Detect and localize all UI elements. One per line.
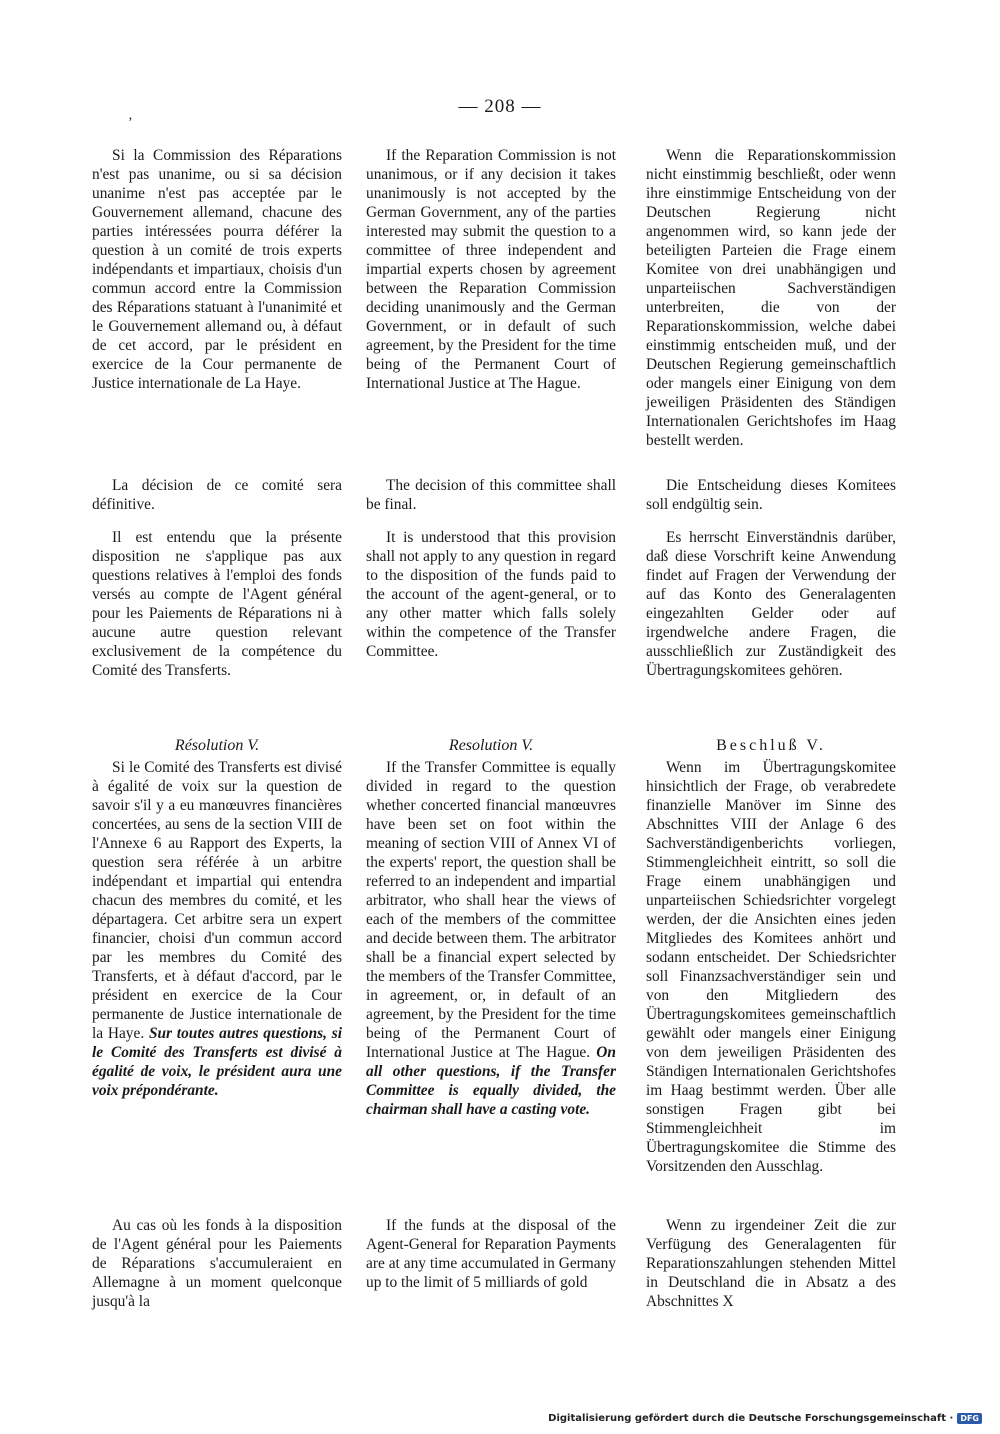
french-col-block2 (92, 476, 342, 680)
german-paragraph-5: Wenn zu irgendeiner Zeit die zur Verfügung des Generalagenten für Reparationszahlungen stehenden Mittel in Deutschland die in Absatz a des Abschnittes X (646, 1217, 896, 1310)
french-paragraph-4-emphasis: Sur toutes autres questions, si le Comité des Transferts est divisé à égalité de voix, le président aura une voix prépondérante. (92, 1025, 342, 1099)
french-paragraph-5: Au cas où les fonds à la disposition de l'Agent général pour les Paiements de Réparations s'accumuleraient en Allemagne à un moment quelconque jusqu'à la (92, 1217, 342, 1310)
english-paragraph-5: If the funds at the disposal of the Agent-General for Reparation Payments are at any time accumulated in Germany up to the limit of 5 milliards of gold (366, 1217, 616, 1291)
page-number: — 208 — (458, 96, 542, 117)
english-paragraph-4-emphasis: On all other questions, if the Transfer Committee is equally divided, the chairman shall have a casting vote. (366, 1044, 616, 1118)
german-resolution-heading: Beschluß V. (716, 737, 826, 754)
stray-mark: ‚ (128, 108, 133, 123)
english-paragraph-2: The decision of this committee shall be final. (366, 477, 616, 513)
english-paragraph-4 (366, 758, 616, 1119)
english-paragraph-1: If the Reparation Commission is not unanimous, or if any decision it takes unanimously is not accepted by the German Government, any of the parties interested may submit the question to a committee of three independent and impartial experts chosen by agreement between the Reparation Commission deciding unanimously and the German Government, or in default of such agreement, by the President for the time being of the Permanent Court of International Justice at The Hague. (366, 147, 616, 392)
german-col-block4 (646, 1216, 896, 1311)
english-resolution-heading: Resolution V. (448, 737, 534, 754)
french-resolution-heading: Résolution V. (174, 737, 260, 754)
french-paragraph-4 (92, 758, 342, 1100)
german-col-block3 (646, 736, 896, 1176)
english-col-block3 (366, 736, 616, 1119)
german-col-block1 (646, 146, 896, 450)
french-col-block3 (92, 736, 342, 1100)
english-paragraph-3: It is understood that this provision shall not apply to any question in regard to the disposition of the funds paid to the account of the agent-general, or to any other matter which falls solely within the competence of the Transfer Committee. (366, 529, 616, 660)
french-paragraph-4-text: Si le Comité des Transferts est divisé à égalité de voix sur la question de savoir s'il y a eu manœuvres financières concertées, au sens de la section VIII de l'Annexe 6 au Rapport des Experts, la question sera référée à un arbitre indépendant et impartial qui entendra chacun des membres du comité, et les départagera. Cet arbitre sera un expert financier, choisi d'un commun accord par les membres du Comité des Transferts, et à défaut d'accord, par le président en exercice de la Cour permanente de Justice internationale de la Haye. (92, 759, 342, 1042)
french-paragraph-2: La décision de ce comité sera définitive. (92, 477, 342, 513)
german-paragraph-1: Wenn die Reparationskommission nicht einstimmig beschließt, oder wenn ihre einstimmige Entscheidung von der Deutschen Regierung nicht angenommen wird, so kann jede der beteiligten Parteien die Frage einem Komitee von drei unabhängigen und unparteiischen Sachverständigen unterbreiten, die von der Reparationskommission, welche dabei einstimmig entscheiden muß, und der Deutschen Regierung gemeinschaftlich oder mangels einer Einigung von dem jeweiligen Präsidenten des Ständigen Internationalen Gerichtshofes im Haag bestellt werden. (646, 147, 896, 449)
french-paragraph-3: Il est entendu que la présente disposition ne s'applique pas aux questions relatives à l'emploi des fonds versés au compte de l'Agent général pour les Paiements de Réparations ni à aucune autre question relevant exclusivement de la compétence du Comité des Transferts. (92, 529, 342, 679)
footer-text: Digitalisierung gefördert durch die Deutsche Forschungsgemeinschaft · (548, 1413, 954, 1424)
french-col-block1 (92, 146, 342, 393)
english-col-block1 (366, 146, 616, 393)
footer (548, 1413, 982, 1424)
german-paragraph-2: Die Entscheidung dieses Komitees soll endgültig sein. (646, 477, 896, 513)
german-paragraph-3: Es herrscht Einverständnis darüber, daß diese Vorschrift keine Anwendung findet auf Fragen der Verwendung der auf das Konto des Generalagenten eingezahlten Gelder oder auf irgendwelche andere Fragen, die ausschließlich zur Zuständigkeit des Übertragungskomitees gehören. (646, 529, 896, 679)
french-col-block4 (92, 1216, 342, 1311)
german-col-block2 (646, 476, 896, 680)
english-col-block4 (366, 1216, 616, 1292)
dfg-logo: DFG (957, 1413, 982, 1424)
english-paragraph-4-text: If the Transfer Committee is equally divided in regard to the question whether concerted financial manœuvres have been set on foot within the meaning of section VIII of Annex VI of the experts' report, the question shall be referred to an independent and impartial arbitrator, who shall hear the views of each of the members of the committee and decide between them. The arbitrator shall be a financial expert selected by the members of the Transfer Committee, in agreement, or, in default of an agreement, by the President for the time being of the Permanent Court of International Justice at The Hague. (366, 759, 616, 1061)
french-paragraph-1: Si la Commission des Réparations n'est pas unanime, ou si sa décision unanime n'est pas acceptée par le Gouvernement allemand, chacune des parties intéressées pourra déférer la question à un comité de trois experts indépendants et impartiaux, choisis d'un commun accord entre la Commission des Réparations statuant à l'unanimité et le Gouvernement allemand ou, à défaut de cet accord, par le président en exercice de la Cour permanente de Justice internationale de La Haye. (92, 147, 342, 392)
german-paragraph-4: Wenn im Übertragungskomitee hinsichtlich der Frage, ob verabredete finanzielle Manöver im Sinne des Abschnittes VIII der Anlage 6 des Sachverständigenberichts vorliegen, Stimmengleichheit eintritt, so soll die Frage einem unabhängigen und unparteiischen Schiedsrichter vorgelegt werden, der die Ansichten eines jeden Mitgliedes des Komitees anhört und sodann entscheidet. Der Schiedsrichter soll Finanzsachverständiger sein und von den Mitgliedern des Übertragungskomitees gemeinschaftlich gewählt oder mangels einer Einigung von dem jeweiligen Präsidenten des Ständigen Internationalen Gerichtshofes im Haag bestimmt werden. Über alle sonstigen Fragen gibt bei Stimmengleichheit im Übertragungskomitee die Stimme des Vorsitzenden den Ausschlag. (646, 759, 896, 1175)
english-col-block2 (366, 476, 616, 661)
